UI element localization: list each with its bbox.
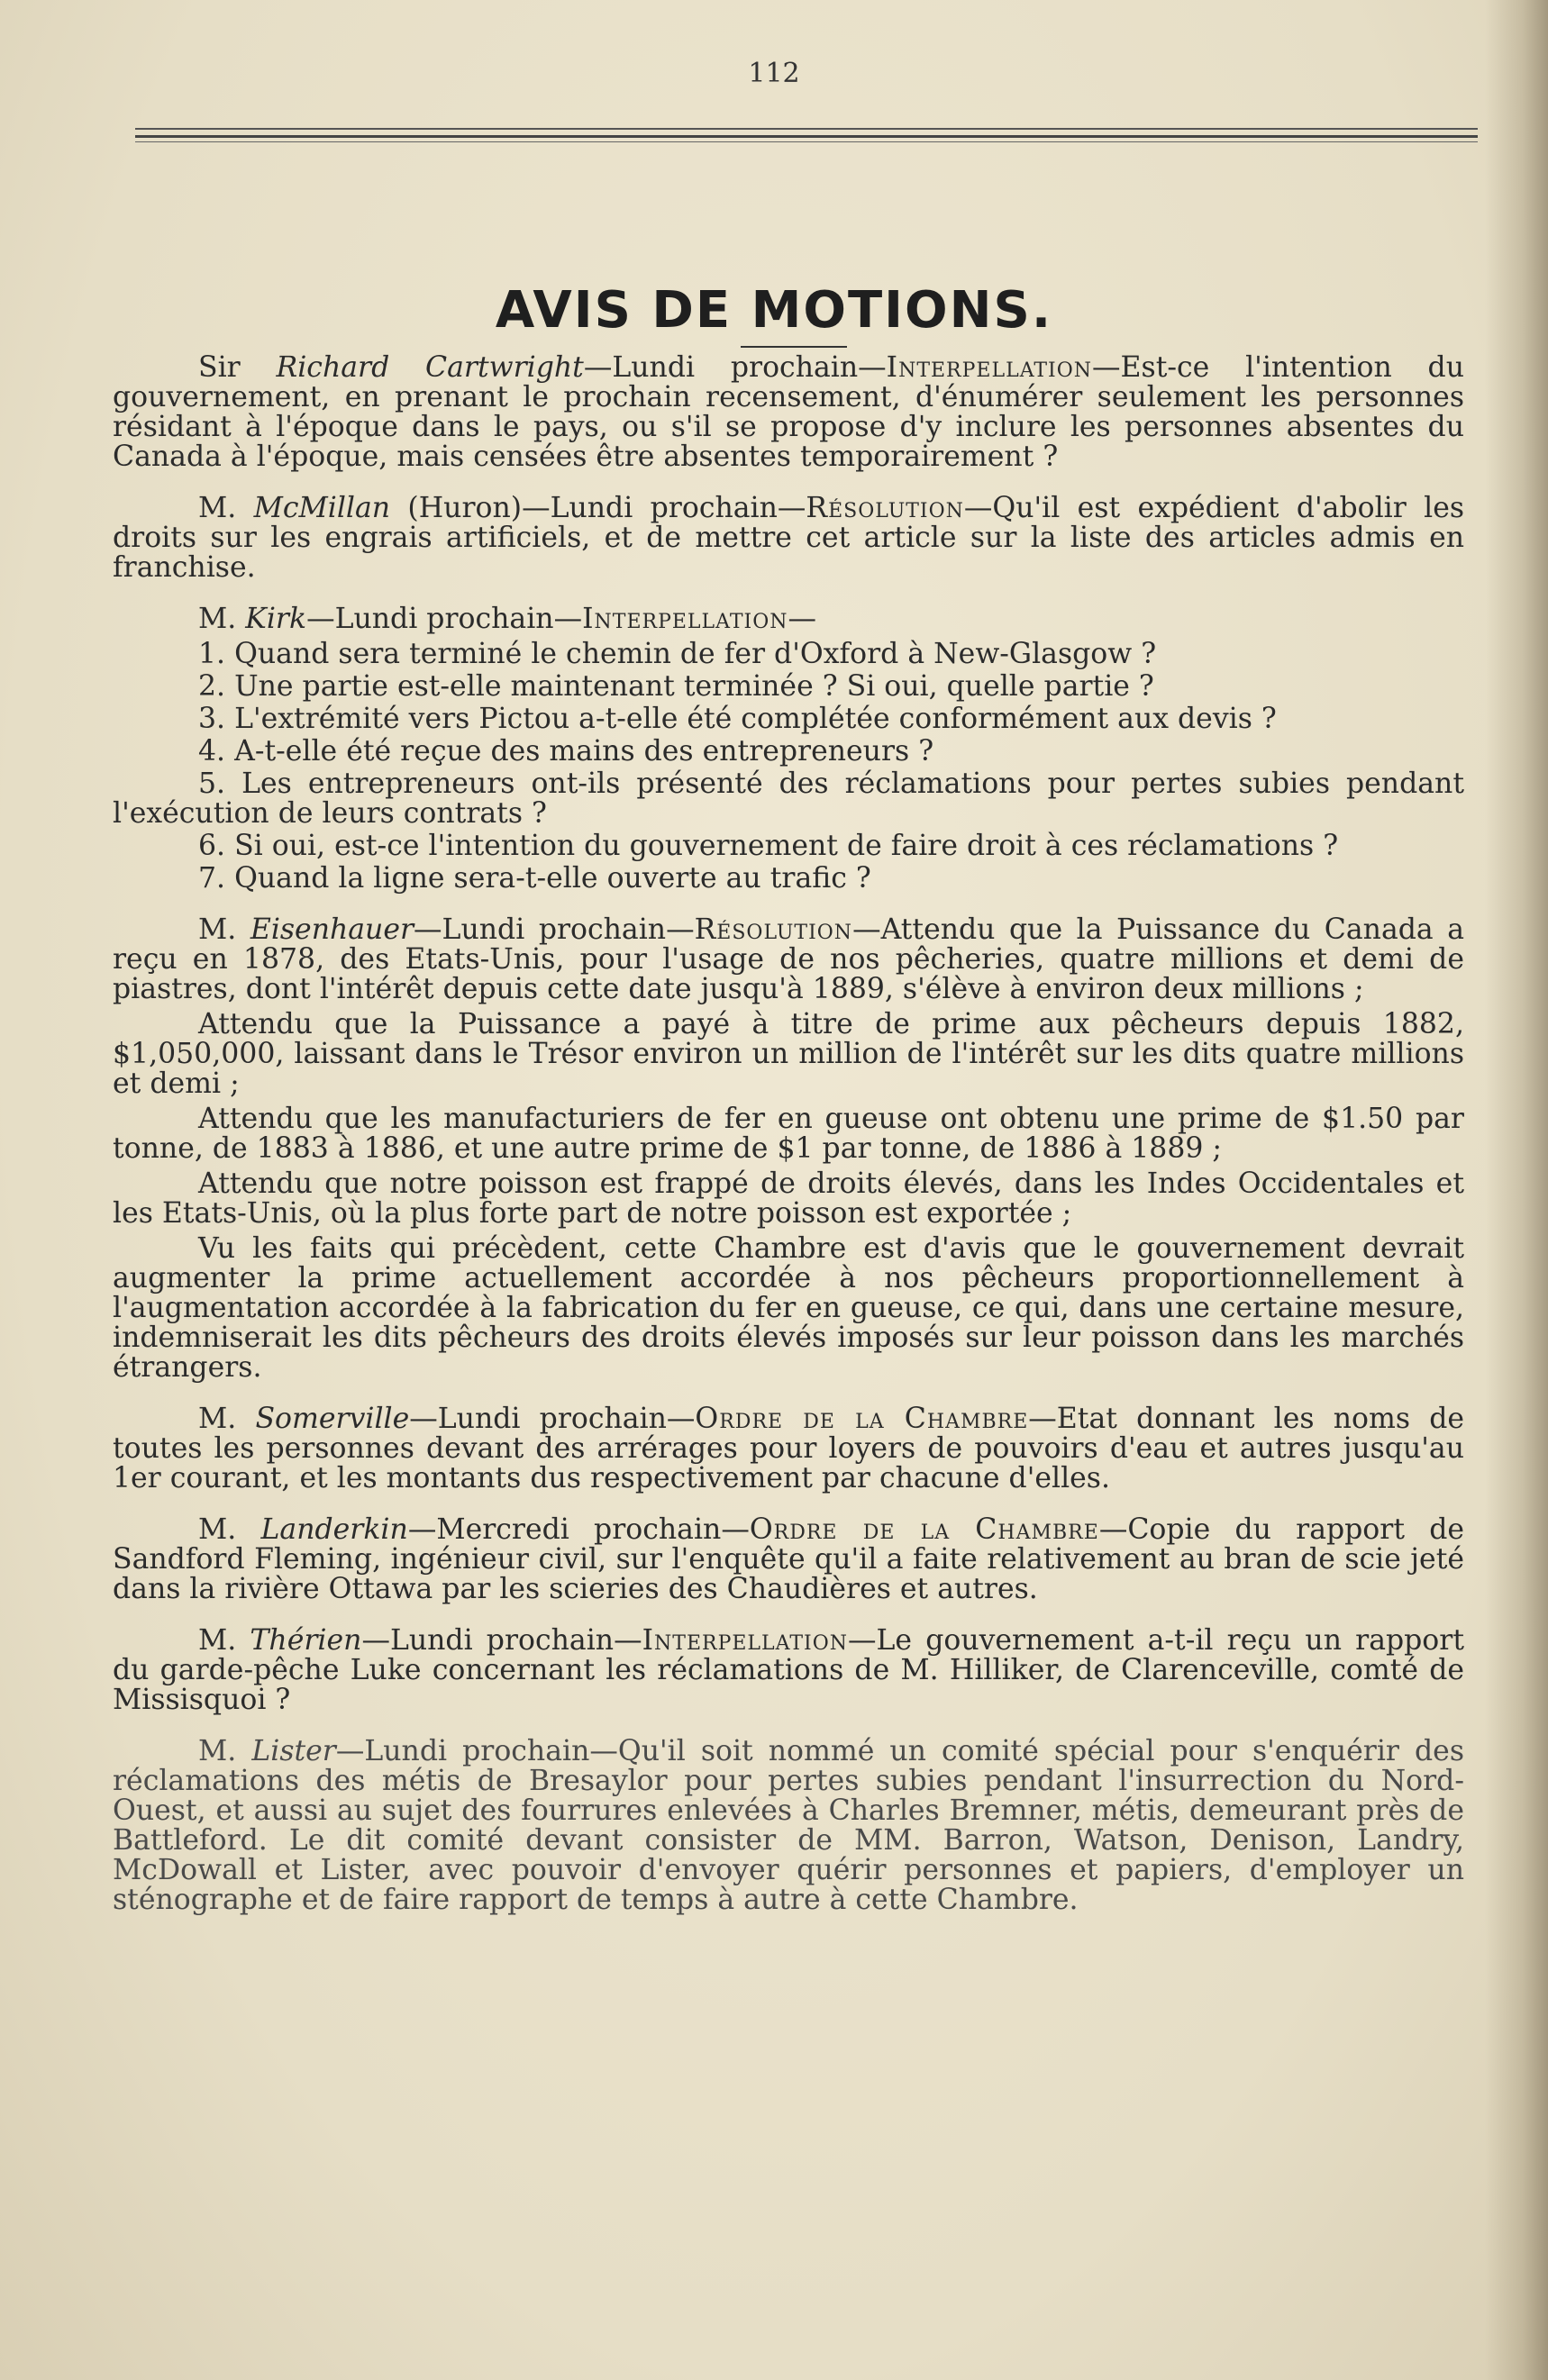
- motion-date: —Lundi prochain—: [414, 913, 695, 946]
- motion-text: —Le gouvernement a-t-il reçu un rapport du garde-pêche Luke concernant les réclamations de M. Hilliker, de Clarenceville, comté de Missisquoi ?: [113, 1624, 1464, 1716]
- motion-kind: Interpellation: [642, 1624, 848, 1657]
- member-title: Sir: [198, 351, 241, 384]
- header-rule: [135, 128, 1478, 130]
- motion-date: —Lundi prochain—: [409, 1403, 696, 1435]
- motion-date: —Lundi prochain—: [583, 351, 887, 384]
- member-name: Thérien: [250, 1624, 362, 1657]
- member-name: McMillan: [253, 492, 391, 524]
- whereas-paragraph: Attendu que les manufacturiers de fer en gueuse ont obtenu une prime de $1.50 par tonne, de 1883 à 1886, et une autre prime de $1 par tonne, de 1886 à 1889 ;: [113, 1103, 1464, 1165]
- member-title: M.: [198, 603, 237, 635]
- question-item: 7. Quand la ligne sera-t-elle ouverte au trafic ?: [198, 862, 871, 895]
- motion-kind: Ordre de la Chambre: [749, 1513, 1099, 1546]
- motion-date: —Lundi prochain—: [361, 1624, 642, 1657]
- motion-date: (Huron)—Lundi prochain—: [390, 492, 806, 524]
- member-name: Kirk: [245, 603, 307, 635]
- member-name: Somerville: [255, 1403, 410, 1435]
- motion-text: —: [788, 603, 816, 635]
- question-item: 5. Les entrepreneurs ont-ils présenté des réclamations pour pertes subies pendant l'exécution de leurs contrats ?: [113, 768, 1464, 830]
- member-title: M.: [198, 913, 237, 946]
- motion-kind: Interpellation: [886, 351, 1093, 384]
- title-underline: [741, 346, 847, 348]
- question-item: 2. Une partie est-elle maintenant terminée ? Si oui, quelle partie ?: [198, 670, 1154, 703]
- page-spine-shadow: [1485, 0, 1548, 2380]
- section-title: AVIS DE MOTIONS.: [495, 281, 1053, 340]
- question-item: 1. Quand sera terminé le chemin de fer d'Oxford à New-Glasgow ?: [198, 638, 1157, 670]
- motion-text: —Copie du rapport de Sandford Fleming, ingénieur civil, sur l'enquête qu'il a faite relativement au bran de scie jeté dans la rivière Ottawa par les scieries des Chaudières et autres.: [113, 1513, 1465, 1605]
- motions-list: [113, 353, 1464, 1937]
- motion-text: —Attendu que la Puissance du Canada a reçu en 1878, des Etats-Unis, pour l'usage de nos pêcheries, quatre millions et demi de piastres, dont l'intérêt depuis cette date jusqu'à 1889, s'élève à environ deux millions ;: [113, 913, 1464, 1005]
- header-rule-thin: [135, 141, 1478, 142]
- page-number: 112: [748, 58, 800, 89]
- motion-text: —Etat donnant les noms de toutes les personnes devant des arrérages pour loyers de pouvoirs d'eau et autres jusqu'au 1er courant, et les montants dus respectivement par chacune d'elles.: [113, 1403, 1464, 1494]
- motion-mcmillan: [113, 494, 1464, 583]
- motion-kind: Ordre de la Chambre: [695, 1403, 1029, 1435]
- whereas-paragraph: Attendu que la Puissance a payé à titre de prime aux pêcheurs depuis 1882, $1,050,000, laissant dans le Trésor environ un million de l'intérêt sur les dits quatre millions et demi ;: [113, 1008, 1464, 1100]
- motion-therien: [113, 1626, 1464, 1715]
- whereas-paragraph: Attendu que notre poisson est frappé de droits élevés, dans les Indes Occidentales et les Etats-Unis, où la plus forte part de notre poisson est exportée ;: [113, 1167, 1464, 1230]
- motion-text: —Qu'il est expédient d'abolir les droits sur les engrais artificiels, et de mettre cet article sur la liste des articles admis en franchise.: [113, 492, 1464, 584]
- member-name: Richard Cartwright: [276, 351, 584, 384]
- motion-kirk: [113, 604, 1464, 634]
- motion-text: Qu'il soit nommé un comité spécial pour s'enquérir des réclamations des métis de Bresaylor pour pertes subies pendant l'insurrection du Nord-Ouest, et aussi au sujet des fourrures enlevées à Charles Bremner, métis, demeurant près de Battleford. Le dit comité devant consister de MM. Barron, Watson, Denison, Landry, McDowall et Lister, avec pouvoir d'envoyer quérir personnes et papiers, d'employer un sténographe et de faire rapport de temps à autre à cette Chambre.: [113, 1735, 1464, 1916]
- header-rule-thick: [135, 135, 1478, 138]
- member-title: M.: [198, 492, 237, 524]
- motion-text: —Est-ce l'intention du gouvernement, en prenant le prochain recensement, d'énumérer seulement les personnes résidant à l'époque dans le pays, ou s'il se propose d'y inclure les personnes absentes du Canada à l'époque, mais censées être absentes temporairement ?: [113, 351, 1464, 473]
- motion-eisenhauer: [113, 915, 1464, 1004]
- member-title: M.: [198, 1624, 237, 1657]
- motion-cartwright: [113, 353, 1464, 472]
- question-item: 6. Si oui, est-ce l'intention du gouvernement de faire droit à ces réclamations ?: [198, 830, 1339, 862]
- member-title: M.: [198, 1403, 237, 1435]
- motion-kind: Interpellation: [582, 603, 788, 635]
- motion-date: —Lundi prochain—: [335, 1735, 618, 1767]
- member-name: Eisenhauer: [250, 913, 414, 946]
- member-title: M.: [198, 1735, 237, 1767]
- motion-date: —Mercredi prochain—: [407, 1513, 750, 1546]
- question-item: 4. A-t-elle été reçue des mains des entrepreneurs ?: [198, 735, 934, 768]
- motion-kind: Résolution: [694, 913, 853, 946]
- question-item: 3. L'extrémité vers Pictou a-t-elle été complétée conformément aux devis ?: [198, 703, 1277, 735]
- member-name: Landerkin: [260, 1513, 408, 1546]
- member-name: Lister: [251, 1735, 336, 1767]
- resolved-paragraph: Vu les faits qui précèdent, cette Chambre est d'avis que le gouvernement devrait augmenter la prime actuellement accordée à nos pêcheurs proportionnellement à l'augmentation accordée à la fabrication du fer en gueuse, ce qui, dans une certaine mesure, indemniserait les dits pêcheurs des droits élevés imposés sur leur poisson dans les marchés étrangers.: [113, 1232, 1464, 1384]
- motion-somerville: [113, 1404, 1464, 1494]
- member-title: M.: [198, 1513, 237, 1546]
- motion-landerkin: [113, 1515, 1464, 1604]
- motion-kind: Résolution: [806, 492, 964, 524]
- motion-date: —Lundi prochain—: [306, 603, 583, 635]
- motion-lister: [113, 1737, 1464, 1915]
